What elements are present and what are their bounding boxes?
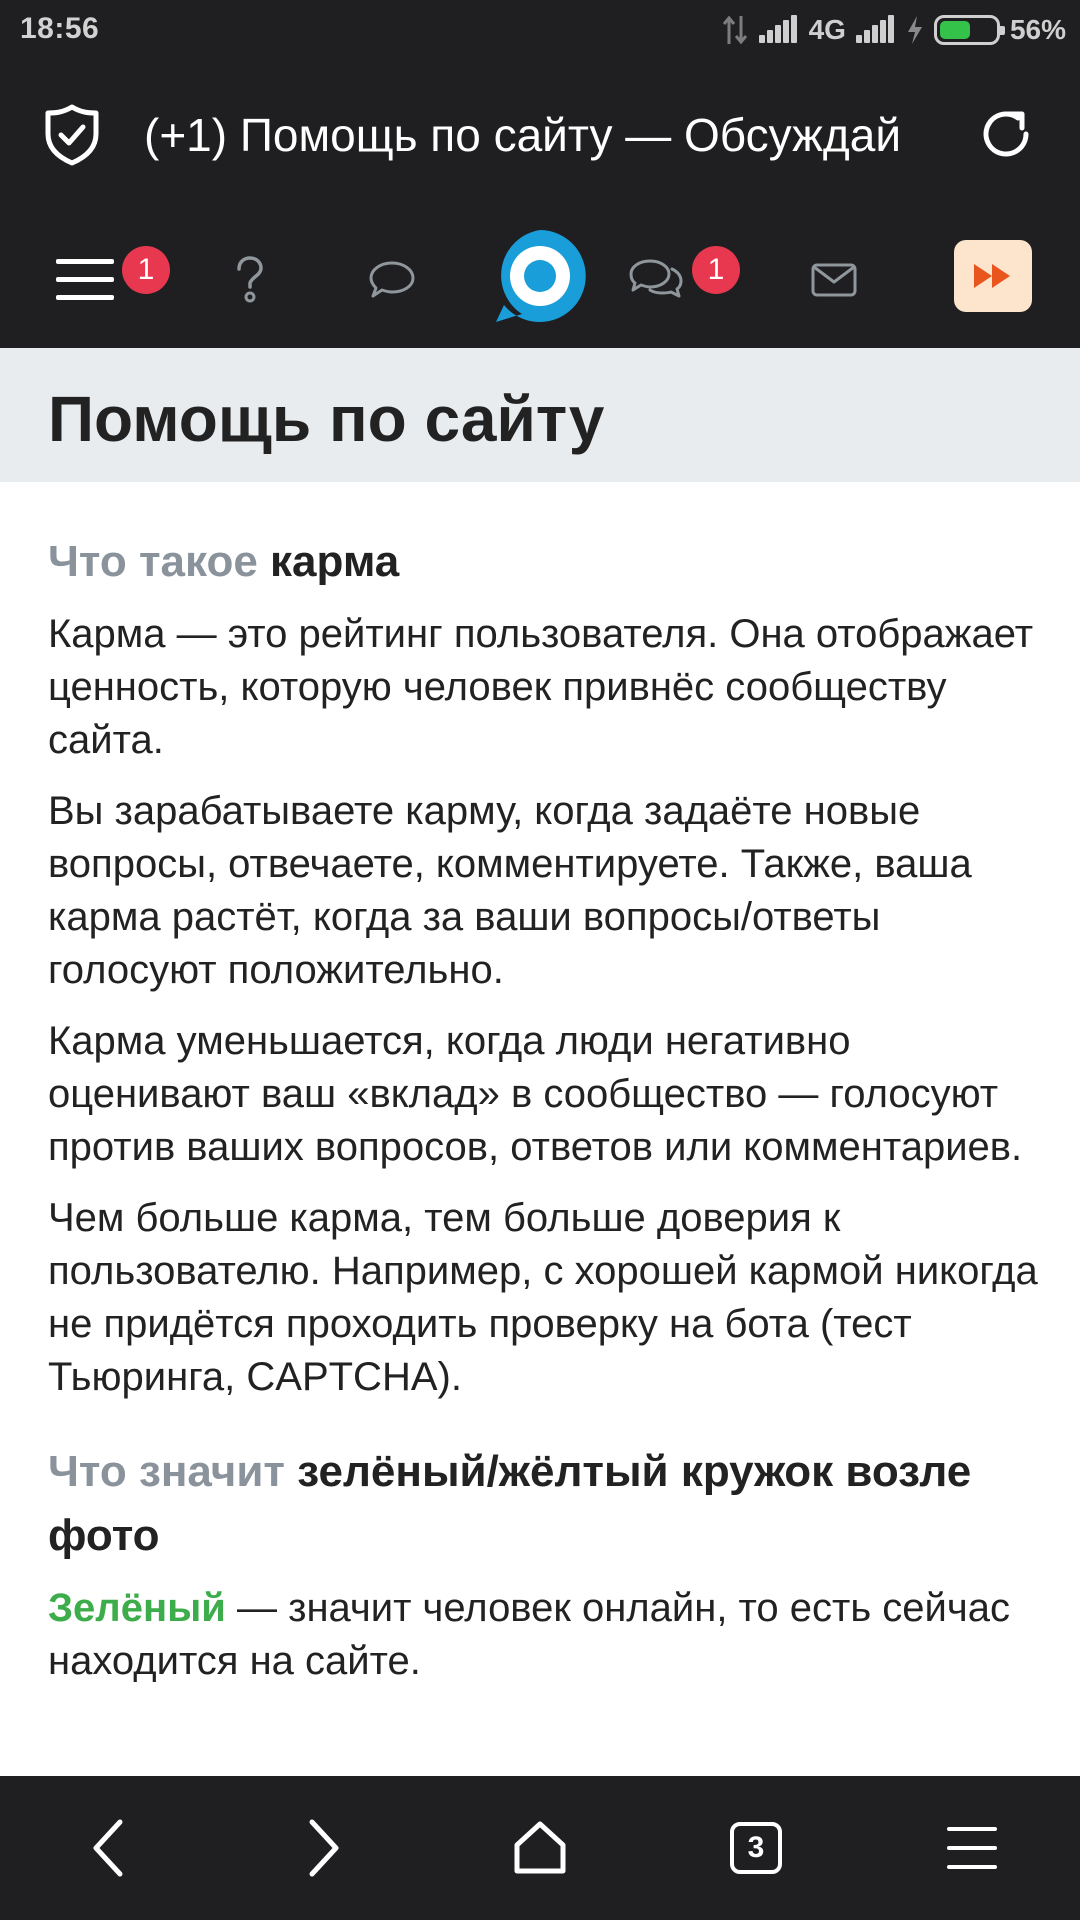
hamburger-menu-icon	[945, 1824, 999, 1872]
page-tab-title[interactable]: (+1) Помощь по сайту — Обсуждай	[144, 109, 902, 161]
menu-button[interactable]	[50, 242, 120, 318]
heading-bold-text: зелёный/жёлтый кружок возле фото	[48, 1447, 972, 1560]
browser-menu-button[interactable]	[936, 1812, 1008, 1884]
discussions-button[interactable]	[628, 242, 684, 318]
chevron-right-icon	[304, 1818, 344, 1878]
forward-button[interactable]	[288, 1812, 360, 1884]
tabs-button[interactable]	[720, 1812, 792, 1884]
site-logo-icon	[490, 226, 590, 326]
menu-notification-badge: 1	[122, 246, 170, 294]
discussions-notification-badge: 1	[692, 246, 740, 294]
status-bar	[0, 0, 1080, 62]
status-time: 18:56	[20, 12, 100, 45]
battery-icon	[934, 15, 1000, 45]
heading-muted-text: Что такое	[48, 537, 258, 586]
paragraph: Чем больше карма, тем больше доверия к пользователю. Например, с хорошей кармой никогда не придётся проходить проверку на бота (тест Тьюринга, CAPTCHA).	[48, 1196, 1038, 1399]
comments-button[interactable]	[364, 242, 420, 318]
signal-strength-icon-2	[856, 15, 896, 45]
back-button[interactable]	[72, 1812, 144, 1884]
hamburger-menu-icon	[54, 255, 116, 305]
shield-check-icon[interactable]	[44, 104, 100, 166]
reload-icon[interactable]	[978, 106, 1034, 162]
browser-bottom-bar	[0, 1776, 1080, 1920]
help-button[interactable]	[222, 242, 278, 318]
data-transfer-icon	[721, 14, 749, 46]
page-header	[0, 348, 1080, 482]
section-heading-status-circle	[48, 1440, 1038, 1568]
paragraph-green-status	[48, 1582, 1038, 1688]
speech-bubble-icon	[368, 259, 416, 301]
envelope-icon	[811, 263, 857, 297]
site-logo[interactable]	[490, 226, 590, 326]
messages-button[interactable]	[806, 242, 862, 318]
heading-bold-text: карма	[270, 537, 400, 586]
site-navigation	[0, 212, 1080, 348]
charging-icon	[906, 15, 924, 45]
question-icon	[230, 255, 270, 305]
section-heading-karma	[48, 530, 1038, 594]
paragraph: Карма — это рейтинг пользователя. Она отображает ценность, которую человек привнёс сообществу сайта.	[48, 612, 1034, 762]
browser-address-bar	[0, 62, 1080, 212]
battery-percent: 56%	[1009, 14, 1066, 45]
fast-forward-icon	[971, 261, 1015, 291]
paragraph: Карма уменьшается, когда люди негативно оценивают ваш «вклад» в сообщество — голосуют против ваших вопросов, ответов или комментариев.	[48, 1019, 1023, 1169]
fast-forward-button[interactable]	[954, 240, 1032, 312]
status-indicators	[721, 12, 1066, 48]
chevron-left-icon	[88, 1818, 128, 1878]
network-type: 4G	[808, 14, 846, 45]
home-button[interactable]	[504, 1812, 576, 1884]
help-content	[48, 530, 1038, 1688]
tabs-count: 3	[730, 1822, 782, 1874]
paragraph: Вы зарабатываете карму, когда задаёте новые вопросы, отвечаете, комментируете. Также, ваша карма растёт, когда за ваши вопросы/ответы голосуют положительно.	[48, 789, 972, 992]
green-status-word: Зелёный	[48, 1586, 226, 1630]
chat-bubbles-icon	[628, 257, 684, 303]
heading-muted-text: Что значит	[48, 1447, 285, 1496]
home-icon	[511, 1819, 569, 1877]
signal-strength-icon	[759, 15, 799, 45]
battery-level-fill	[940, 21, 970, 39]
green-status-text: — значит человек онлайн, то есть сейчас находится на сайте.	[48, 1586, 1010, 1683]
page-title: Помощь по сайту	[48, 383, 605, 455]
